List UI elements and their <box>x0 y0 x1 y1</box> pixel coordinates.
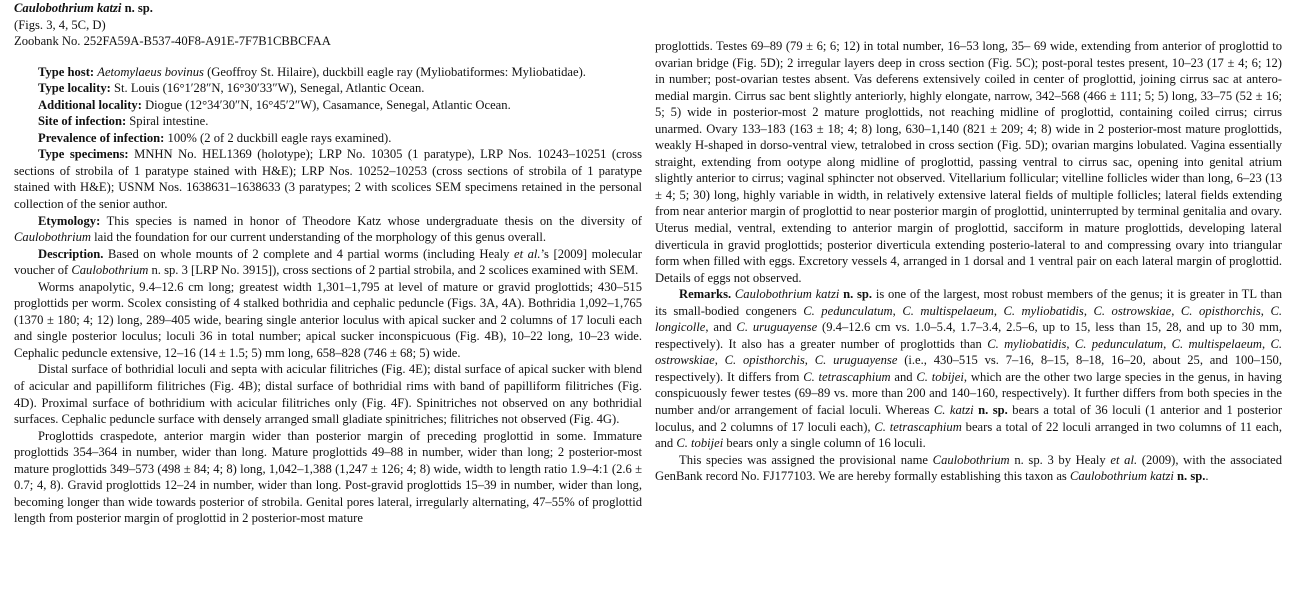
type-host-rest: (Geoffroy St. Hilaire), duckbill eagle ray (Myliobatiformes: Myliobatidae). <box>207 64 586 79</box>
remarks-katzi: C. katzi <box>933 403 974 418</box>
final-paragraph: This species was assigned the provisional name Caulobothrium n. sp. 3 by Healy et al. (2009), with the associated GenBank record No. FJ177103. We are hereby formally establishing this taxon as Caulobothrium katzi n. sp.. <box>655 452 1283 484</box>
proglottids-paragraph: Proglottids craspedote, anterior margin wider than posterior margin of preceding proglottid in some. Immature proglottids 354–364 in number, wider than long. Mature proglottids 49–88 in number, wider than long; 2 posterior-most mature proglottids 349–573 (498 ± 84; 4; 8) long, 1,042–1,388 (1,247 ± 126; 4; 8) wide, width to length ratio 1.9–4:1 (2.6 ± 0.7; 4, 8). Gravid proglottids 12–24 in number, wider than long. Post-gravid proglottids 15–39 in number, wider than long, becoming longer than wide towards posterior of strobila. Genital pores lateral, irregularly alternating, 47–55% of proglottid length from posterior margin of proglottid in 2 posterior-most mature <box>14 428 642 526</box>
type-locality-value: St. Louis (16°1′28″N, 16°30′33″W), Senegal, Atlantic Ocean. <box>114 81 425 96</box>
right-column <box>655 38 1282 485</box>
final-t3: (2009), with the associated GenBank record No. FJ177103. We are hereby formally establishing this taxon as <box>655 452 1283 484</box>
prevalence-line <box>14 130 642 147</box>
type-specimens-text: MNHN No. HEL1369 (holotype); LRP No. 10305 (1 paratype), LRP Nos. 10243–10251 (cross sections of strobila of 1 paratype stained with H&E); LRP Nos. 10252–10253 (cross sections of strobila of 1 paratype stained with H&E); USNM Nos. 1638631–1638633 (3 paratypes; 2 with scolices SEM specimens retained in the personal collection of the senior author. <box>14 147 642 212</box>
remarks-tobijei-1: C. tobijei <box>916 369 964 384</box>
additional-locality-line <box>14 97 642 114</box>
remarks-nsp: n. sp. <box>843 287 873 302</box>
description-paragraph <box>14 246 642 279</box>
type-host-label: Type host: <box>38 64 95 79</box>
final-etal: et al. <box>1110 452 1138 467</box>
remarks-pedunculatum-2: C. pedunculatum <box>1074 336 1164 351</box>
description-etal: et al. <box>513 246 541 261</box>
remarks-t7: bears only a single column of 16 loculi. <box>726 436 926 451</box>
remarks-multispelaeum-1: C. multispelaeum <box>902 303 994 318</box>
description-genus: Caulobothrium <box>71 263 149 278</box>
etymology-text-a: This species is named in honor of Theodore Katz whose undergraduate thesis on the diversity of <box>106 213 642 228</box>
remarks-ostrowskiae-2: C. ostrowskiae <box>655 336 1283 368</box>
remarks-t4: , which are the other two large species in the genus, in having conspicuously fewer testes (69–89 vs. more than 200 and 140–160, respectively). It further differs from both species in the number and/or arrangement of facial loculi. Whereas <box>655 369 1282 418</box>
title-nsp: n. sp. <box>124 1 153 15</box>
final-t2: n. sp. 3 by Healy <box>1014 452 1106 467</box>
etymology-paragraph <box>14 213 642 246</box>
additional-locality-value: Diogue (12°34′30″N, 16°45′2″W), Casamance, Senegal, Atlantic Ocean. <box>145 97 511 112</box>
type-specimens-label: Type specimens: <box>38 147 129 162</box>
remarks-opisthorchis-1: C. opisthorchis <box>1180 303 1261 318</box>
remarks-longicolle: C. longicolle <box>655 303 1282 335</box>
type-specimens-paragraph <box>14 146 642 212</box>
remarks-t6: bears a total of 22 loculi arranged in two columns of 11 each, and <box>655 419 1282 451</box>
worms-paragraph: Worms anapolytic, 9.4–12.6 cm long; greatest width 1,301–1,795 at level of mature or gravid proglottids; 430–515 proglottids per worm. Scolex consisting of 4 stalked bothridia and cephalic peduncle (Figs. 3A, 4A). Bothridia 1,092–1,765 (1370 ± 180; 4; 12) long, 289–405 wide, bearing single anterior loculus with apical sucker and 2 columns of 17 loculi each and single posterior loculus; loculi 36 in total number; apical sucker inconspicuous (Fig. 4B), 10–22 long, 10–23 wide. Cephalic peduncle extensive, 12–16 (14 ± 1.5; 5) mm long, 658–828 (746 ± 68; 5) wide. <box>14 279 642 360</box>
description-text-a: Based on whole mounts of 2 complete and 4 partial worms (including Healy <box>107 246 510 261</box>
left-column <box>14 0 642 527</box>
etymology-text-b: laid the foundation for our current understanding of the morphology of this genus overall. <box>94 230 547 245</box>
description-label: Description. <box>38 246 104 261</box>
remarks-uruguayense-2: C. uruguayense <box>814 353 898 368</box>
type-locality-line <box>14 80 642 97</box>
description-text-b: ’s [2009] molecular voucher of <box>14 246 642 278</box>
site-label: Site of infection: <box>38 114 127 129</box>
remarks-tetrascaphium-2: C. tetrascaphium <box>874 419 962 434</box>
final-nsp: n. sp. <box>1177 469 1206 484</box>
etymology-label: Etymology: <box>38 213 101 228</box>
description-text-c: n. sp. 3 [LRP No. 3915]), cross sections of 2 partial strobila, and 2 scolices examined with SEM. <box>151 263 639 278</box>
zoobank-number: Zoobank No. 252FA59A-B537-40F8-A91E-7F7B1CBBCFAA <box>14 34 331 49</box>
etymology-genus: Caulobothrium <box>14 230 91 245</box>
prevalence-value: 100% (2 of 2 duckbill eagle rays examined). <box>167 130 392 145</box>
remarks-species: Caulobothrium katzi <box>734 287 840 302</box>
site-of-infection-line <box>14 113 642 130</box>
type-locality-label: Type locality: <box>38 81 111 96</box>
remarks-ostrowskiae-1: C. ostrowskiae <box>1093 303 1172 318</box>
continued-description-paragraph: proglottids. Testes 69–89 (79 ± 6; 6; 12) in total number, 16–53 long, 35– 69 wide, extending from anterior of proglottid to ovarian bridge (Fig. 5D); 2 irregular layers deep in cross section (Fig. 5C); post-poral testes present, 10–23 (17 ± 4; 6; 12) in number; post-ovarian testes absent. Vas deferens extensively coiled in center of proglottid, joining cirrus sac at antero-medial margin. Cirrus sac bent slightly anteriorly, highly elongate, narrow, 342–568 (466 ± 111; 5; 5) long, 33–75 (52 ± 16; 5; 5) wide in posterior-most 2 mature proglottids, not reaching midline of proglottid, containing coiled cirrus; cirrus unarmed. Ovary 133–183 (163 ± 18; 4; 8) long, 630–1,140 (821 ± 209; 4; 8) wide in 2 posterior-most mature proglottids, weakly H-shaped in dorso-ventral view, tetralobed in cross section (Fig. 5D); ovarian margins lobulated. Vagina essentially straight, extending from ootype along midline of proglottid, passing ventral to cirrus sac, opening into genital atrium slightly anterior to cirrus; vaginal sphincter not observed. Vitellarium follicular; vitelline follicles wider than long, 6–23 (13 ± 4; 5; 30) long, highly variable in width, in relatively extensive lateral fields of multiple follicles; lateral fields extending from near anterior margin of proglottid to near posterior margin of proglottid, uninterrupted by terminal genitalia and ovary. Uterus medial, ventral, extending to anterior margin of proglottid, sacciform in mature proglottids, developing lateral diverticula in gravid proglottids; posterior diverticula extending posterio-lateral to and compressing ovary into triangular form when filled with eggs. Excretory vessels 4, arranged in 1 dorsal and 1 ventral pair on each lateral margin of proglottid. Details of eggs not observed. <box>655 39 1282 285</box>
final-t1: This species was assigned the provisional name <box>679 452 928 467</box>
final-genus: Caulobothrium <box>932 452 1010 467</box>
remarks-t2: (9.4–12.6 cm vs. 1.0–5.4, 1.7–3.4, 2.5–6, up to 15, less than 15, 28, and up to 30 mm, respectively). It also has a greater number of proglottids than <box>655 320 1282 351</box>
prevalence-label: Prevalence of infection: <box>38 130 165 145</box>
distal-surface-paragraph: Distal surface of bothridial loculi and septa with acicular filitriches (Fig. 4E); distal surface of apical sucker with blend of acicular and papilliform filitriches (Fig. 4B); distal surface of bothridial rims with band of papilliform filitriches (Fig. 4D). Proximal surface of bothridium with acicular filitriches only (Fig. 4F). Spinitriches not observed on any bothridial surfaces. Cephalic peduncle surface with densely arranged small gladiate spinitriches; filitriches not observed (Fig. 4G). <box>14 362 642 427</box>
type-host-name: Aetomylaeus bovinus <box>97 64 204 79</box>
species-title <box>14 0 642 17</box>
remarks-paragraph: Remarks. Caulobothrium katzi n. sp. is one of the largest, most robust members of the genus; it is greater in TL than its small-bodied congeners C. pedunculatum, C. multispelaeum, C. myliobatidis, C. ostrowskiae, C. opisthorchis, C. longicolle, and C. uruguayense (9.4–12.6 cm vs. 1.0–5.4, 1.7–3.4, 2.5–6, up to 15, less than 15, 28, and up to 30 mm, respectively). It also has a greater number of proglottids than C. myliobatidis, C. pedunculatum, C. multispelaeum, C. ostrowskiae, C. opisthorchis, C. uruguayense (i.e., 430–515 vs. 7–16, 8–15, 8–18, 16–20, about 25, and 100–150, respectively). It differs from C. tetrascaphium and C. tobijei, which are the other two large species in the genus, in having conspicuously fewer testes (69–89 vs. more than 200 and 140–160, respectively). It further differs from both species in the number and/or arrangement of facial loculi. Whereas C. katzi n. sp. bears a total of 36 loculi (1 anterior and 1 posterior loculus, and 2 columns of 17 loculi each), C. tetrascaphium bears a total of 22 loculi arranged in two columns of 11 each, and C. tobijei bears only a single column of 16 loculi. <box>655 287 1283 451</box>
type-host-line <box>14 64 642 81</box>
remarks-t1: is one of the largest, most robust members of the genus; it is greater in TL than its small-bodied congeners <box>655 287 1283 318</box>
title-species-name: Caulobothrium katzi <box>14 1 122 15</box>
final-species: Caulobothrium katzi <box>1069 469 1174 484</box>
additional-locality-label: Additional locality: <box>38 97 142 112</box>
remarks-myliobatidis-1: C. myliobatidis <box>1003 303 1084 318</box>
remarks-label: Remarks. <box>679 287 732 302</box>
remarks-uruguayense-1: C. uruguayense <box>736 320 818 335</box>
remarks-tobijei-2: C. tobijei <box>676 436 724 451</box>
remarks-t5: bears a total of 36 loculi (1 anterior and 1 posterior loculus, and 2 columns of 17 loculi each), <box>655 403 1283 434</box>
site-value: Spiral intestine. <box>129 114 209 129</box>
remarks-tetrascaphium-1: C. tetrascaphium <box>803 369 891 384</box>
remarks-t3: (i.e., 430–515 vs. 7–16, 8–15, 8–18, 16–20, about 25, and 100–150, respectively). It differs from <box>655 353 1282 384</box>
remarks-myliobatidis-2: C. myliobatidis <box>987 336 1067 351</box>
figure-reference: (Figs. 3, 4, 5C, D) <box>14 17 106 32</box>
remarks-multispelaeum-2: C. multispelaeum <box>1171 336 1262 351</box>
remarks-opisthorchis-2: C. opisthorchis <box>724 353 805 368</box>
remarks-pedunculatum-1: C. pedunculatum <box>803 303 893 318</box>
remarks-nsp-2: n. sp. <box>978 403 1008 418</box>
